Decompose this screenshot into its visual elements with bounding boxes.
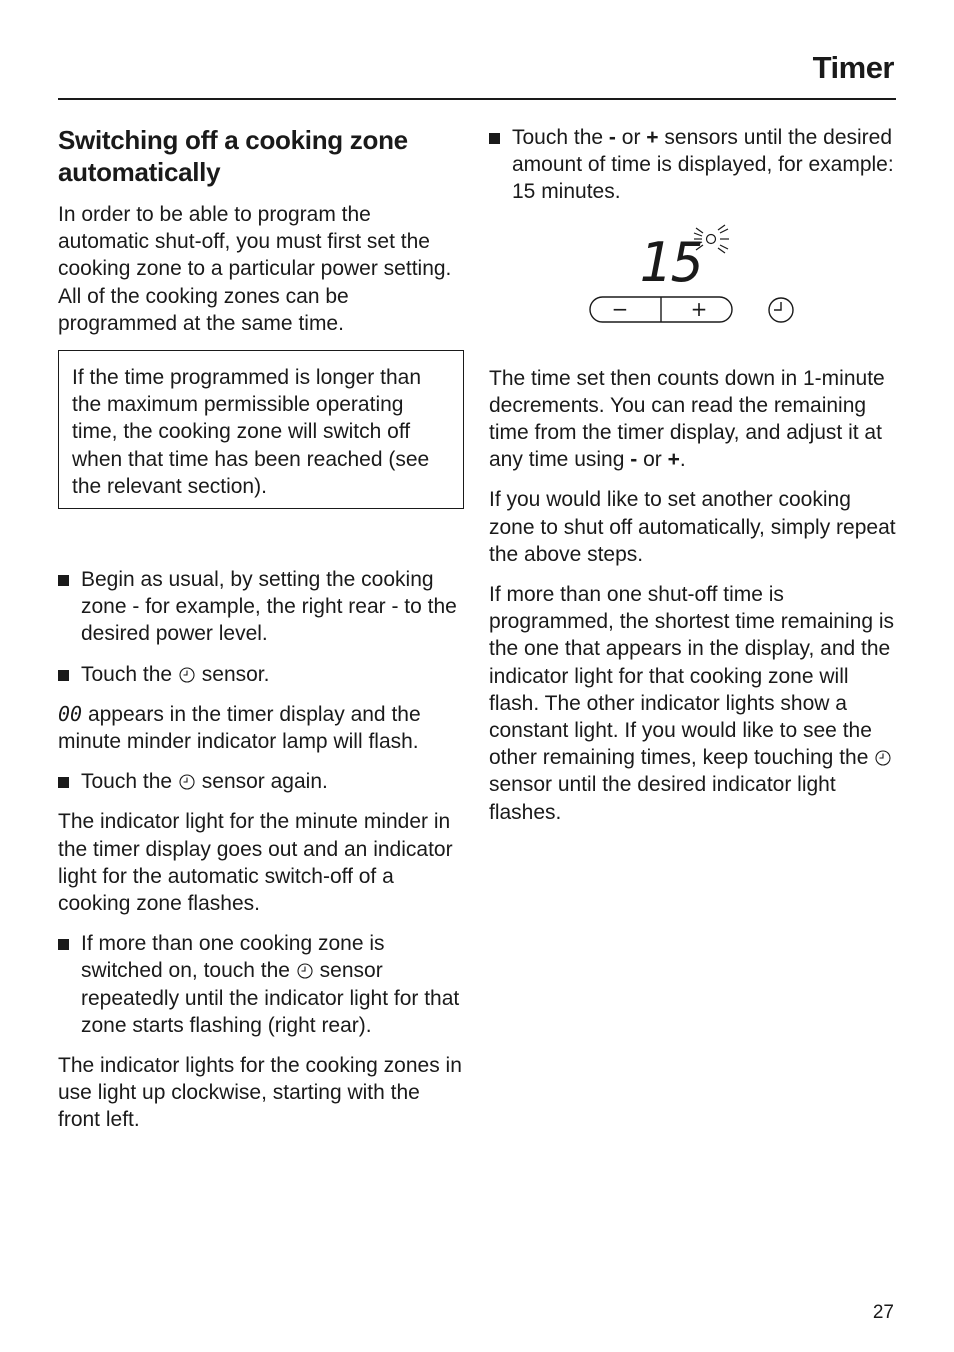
clockwise-paragraph: The indicator lights for the cooking zones in use light up clockwise, starting with the front left. <box>58 1054 462 1132</box>
bullet-text: sensor. <box>201 662 270 686</box>
note-text: If the time programmed is longer than the maximum permissible operating time, the cooking zone will switch off when that time has been reached (see the relevant section). <box>72 366 430 498</box>
list-item <box>58 768 464 795</box>
bullet-text: Begin as usual, by setting the cooking zone - for example, the right rear - to the desired power level. <box>81 568 457 646</box>
intro-paragraph: In order to be able to program the automatic shut-off, you must first set the cooking zone to a particular power setting. All of the cooking zones can be programmed at the same time. <box>58 203 452 335</box>
clock-sensor-icon <box>179 667 195 683</box>
page-number: 27 <box>872 1302 894 1323</box>
bullet-text: sensor again. <box>201 770 328 794</box>
list-item <box>58 661 464 688</box>
bullet-text: sensor repeatedly until the indicator light for that zone starts flashing (right rear). <box>81 959 460 1037</box>
bullet-text: sensors until the desired amount of time is displayed, for example: 15 minutes. <box>512 126 894 204</box>
timer-display-value: 15 <box>639 230 705 294</box>
header-rule <box>58 98 896 100</box>
display-code: 00 <box>58 701 83 726</box>
display-paragraph <box>58 701 464 755</box>
minus-symbol: - <box>630 448 638 472</box>
paragraph-text: The time set then counts down in 1-minute decrements. You can read the remaining time from the timer display, and adjust it at any time using <box>489 366 885 472</box>
note-box <box>58 350 464 509</box>
clock-sensor-icon <box>179 774 195 790</box>
section-heading: Switching off a cooking zone automatically <box>58 125 408 187</box>
bullet-text: Touch the <box>512 126 604 149</box>
list-item <box>489 124 896 206</box>
indicator-paragraph: The indicator light for the minute minder in the timer display goes out and an indicator light for the automatic switch-off of a cooking zone flashes. <box>58 810 453 916</box>
clock-sensor-icon <box>297 963 313 979</box>
plus-sensor-label: + <box>690 296 708 321</box>
timer-display-illustration <box>489 219 896 339</box>
plus-symbol: + <box>646 126 659 149</box>
paragraph-text: If more than one shut-off time is programmed, the shortest time remaining is the one that appears in the display, and the indicator light for that cooking zone will flash. The other indicator lights show a constant light. If you would like to see the other remaining times, keep touching the <box>489 583 894 770</box>
right-column <box>489 124 896 839</box>
bullet-text: Touch the <box>81 770 173 794</box>
list-item <box>58 930 464 1039</box>
minus-sensor-label: − <box>611 296 629 321</box>
plus-symbol: + <box>667 448 680 472</box>
left-column <box>58 124 464 1147</box>
countdown-paragraph <box>489 365 896 474</box>
multiple-times-paragraph <box>489 581 896 826</box>
page-title: Timer <box>812 50 894 85</box>
timer-panel-graphic <box>489 219 896 339</box>
bullet-text: If more than one cooking zone is switched on, touch the <box>81 932 385 983</box>
another-zone-paragraph: If you would like to set another cooking zone to shut off automatically, simply repeat the above steps. <box>489 488 896 566</box>
paragraph-text: appears in the timer display and the minute minder indicator lamp will flash. <box>58 702 421 754</box>
bullet-text: Touch the <box>81 662 173 686</box>
clock-sensor-icon <box>875 750 891 766</box>
clock-sensor-icon <box>769 298 793 322</box>
paragraph-text: sensor until the desired indicator light flashes. <box>489 773 836 824</box>
paragraph-text: or <box>643 448 662 472</box>
bullet-text: or <box>621 126 641 149</box>
minus-symbol: - <box>608 126 616 149</box>
paragraph-text: . <box>679 448 686 472</box>
list-item <box>58 566 464 648</box>
